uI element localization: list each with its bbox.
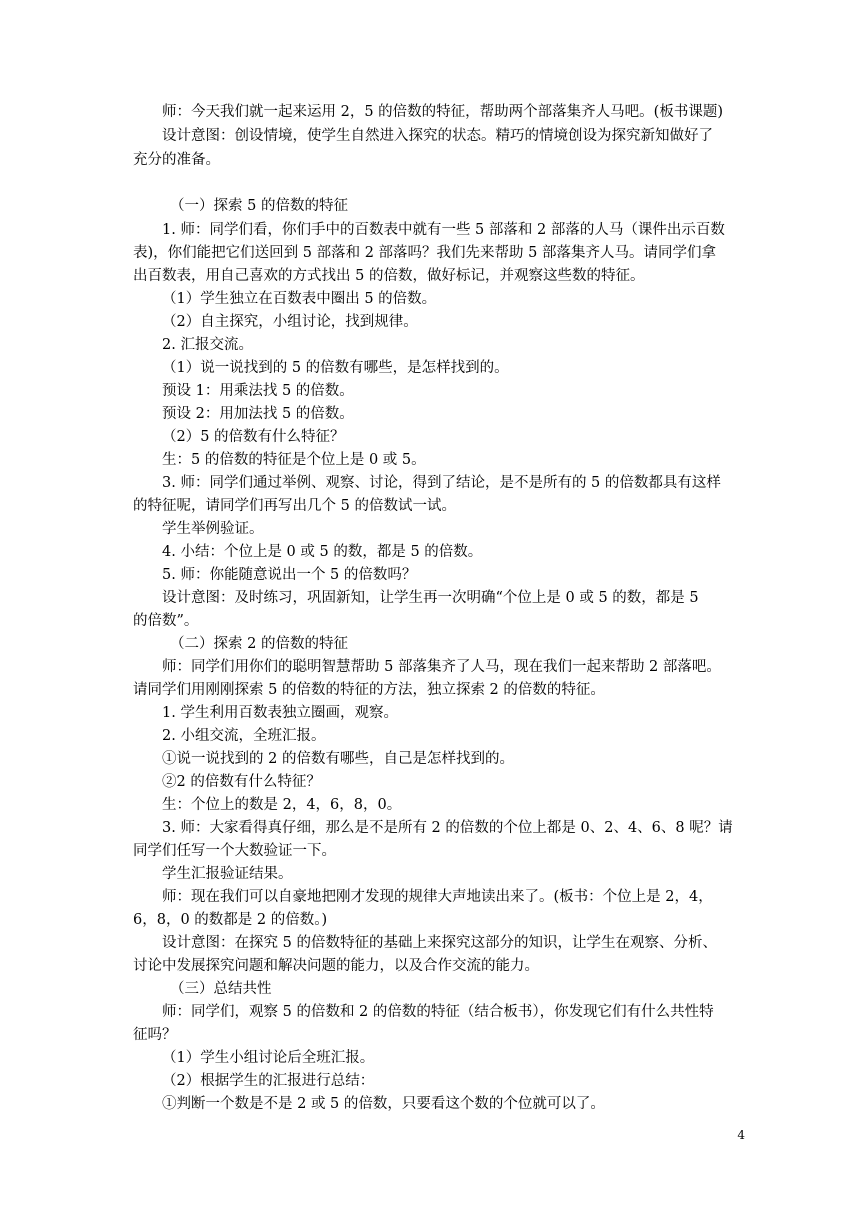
text-line: 的特征呢，请同学们再写出几个 5 的倍数试一试。 bbox=[133, 498, 456, 514]
text-line: 师：今天我们就一起来运用 2，5 的倍数的特征，帮助两个部落集齐人马吧。(板书课题) bbox=[162, 104, 723, 120]
text-line: 6，8，0 的数都是 2 的倍数。) bbox=[133, 912, 328, 928]
text-line: ②2 的倍数有什么特征？ bbox=[162, 774, 321, 790]
text-line: 充分的准备。 bbox=[133, 152, 220, 168]
text-line: 1. 学生利用百数表独立圈画，观察。 bbox=[162, 705, 398, 721]
text-line: 征吗？ bbox=[133, 1027, 177, 1043]
section-heading: （一）探索 5 的倍数的特征 bbox=[170, 198, 348, 214]
text-line: 预设 2：用加法找 5 的倍数。 bbox=[162, 406, 354, 422]
text-line: 设计意图：在探究 5 的倍数特征的基础上来探究这部分的知识，让学生在观察、分析、 bbox=[162, 935, 717, 951]
text-line: 出百数表，用自己喜欢的方式找出 5 的倍数，做好标记，并观察这些数的特征。 bbox=[133, 268, 645, 284]
text-line: （2）5 的倍数有什么特征？ bbox=[162, 429, 345, 445]
text-line: 1. 师：同学们看，你们手中的百数表中就有一些 5 部落和 2 部落的人马（课件出示百数 bbox=[162, 222, 725, 238]
section-heading: （二）探索 2 的倍数的特征 bbox=[170, 636, 348, 652]
text-line: 设计意图：及时练习，巩固新知，让学生再一次明确“个位上是 0 或 5 的数，都是 5 bbox=[162, 590, 699, 606]
text-line: 设计意图：创设情境，使学生自然进入探究的状态。精巧的情境创设为探究新知做好了 bbox=[162, 128, 713, 144]
text-line: 讨论中发展探究问题和解决问题的能力，以及合作交流的能力。 bbox=[133, 958, 539, 974]
text-line: 生：个位上的数是 2，4，6，8，0。 bbox=[162, 797, 402, 813]
text-line: （2）自主探究，小组讨论，找到规律。 bbox=[162, 314, 418, 330]
text-line: 师：同学们，观察 5 的倍数和 2 的倍数的特征（结合板书），你发现它们有什么共性特 bbox=[162, 1004, 714, 1020]
text-line: （2）根据学生的汇报进行总结： bbox=[162, 1073, 375, 1089]
text-line: 预设 1：用乘法找 5 的倍数。 bbox=[162, 383, 354, 399]
text-line: 2. 小组交流，全班汇报。 bbox=[162, 728, 326, 744]
text-line: 3. 师：同学们通过举例、观察、讨论，得到了结论，是不是所有的 5 的倍数都具有这样 bbox=[162, 475, 721, 491]
text-line: 请同学们用刚刚探索 5 的倍数的特征的方法，独立探索 2 的倍数的特征。 bbox=[133, 682, 605, 698]
text-line: （1）学生小组讨论后全班汇报。 bbox=[162, 1050, 375, 1066]
text-line: 生：5 的倍数的特征是个位上是 0 或 5。 bbox=[162, 452, 426, 468]
text-line: 同学们任写一个大数验证一下。 bbox=[133, 843, 336, 859]
text-line: 学生举例验证。 bbox=[162, 521, 264, 537]
page-number: 4 bbox=[737, 1128, 745, 1142]
text-line: 2. 汇报交流。 bbox=[162, 337, 253, 353]
text-line: 3. 师：大家看得真仔细，那么是不是所有 2 的倍数的个位上都是 0、2、4、6、8 呢？请 bbox=[162, 820, 733, 836]
text-line: 表)，你们能把它们送回到 5 部落和 2 部落吗？我们先来帮助 5 部落集齐人马。请同学们拿 bbox=[133, 245, 716, 261]
text-line: （1）学生独立在百数表中圈出 5 的倍数。 bbox=[162, 291, 437, 307]
text-line: ①说一说找到的 2 的倍数有哪些，自己是怎样找到的。 bbox=[162, 751, 514, 767]
text-line: ①判断一个数是不是 2 或 5 的倍数，只要看这个数的个位就可以了。 bbox=[162, 1096, 605, 1112]
text-line: 的倍数”。 bbox=[133, 613, 199, 629]
text-line: 师：同学们用你们的聪明智慧帮助 5 部落集齐了人马，现在我们一起来帮助 2 部落吧。 bbox=[162, 659, 721, 675]
text-line: 师：现在我们可以自豪地把刚才发现的规律大声地读出来了。(板书：个位上是 2，4， bbox=[162, 889, 713, 905]
text-line: 5. 师：你能随意说出一个 5 的倍数吗？ bbox=[162, 567, 417, 583]
section-heading: （三）总结共性 bbox=[170, 981, 272, 997]
text-line: 4. 小结：个位上是 0 或 5 的数，都是 5 的倍数。 bbox=[162, 544, 483, 560]
text-line: 学生汇报验证结果。 bbox=[162, 866, 293, 882]
text-line: （1）说一说找到的 5 的倍数有哪些，是怎样找到的。 bbox=[162, 360, 509, 376]
